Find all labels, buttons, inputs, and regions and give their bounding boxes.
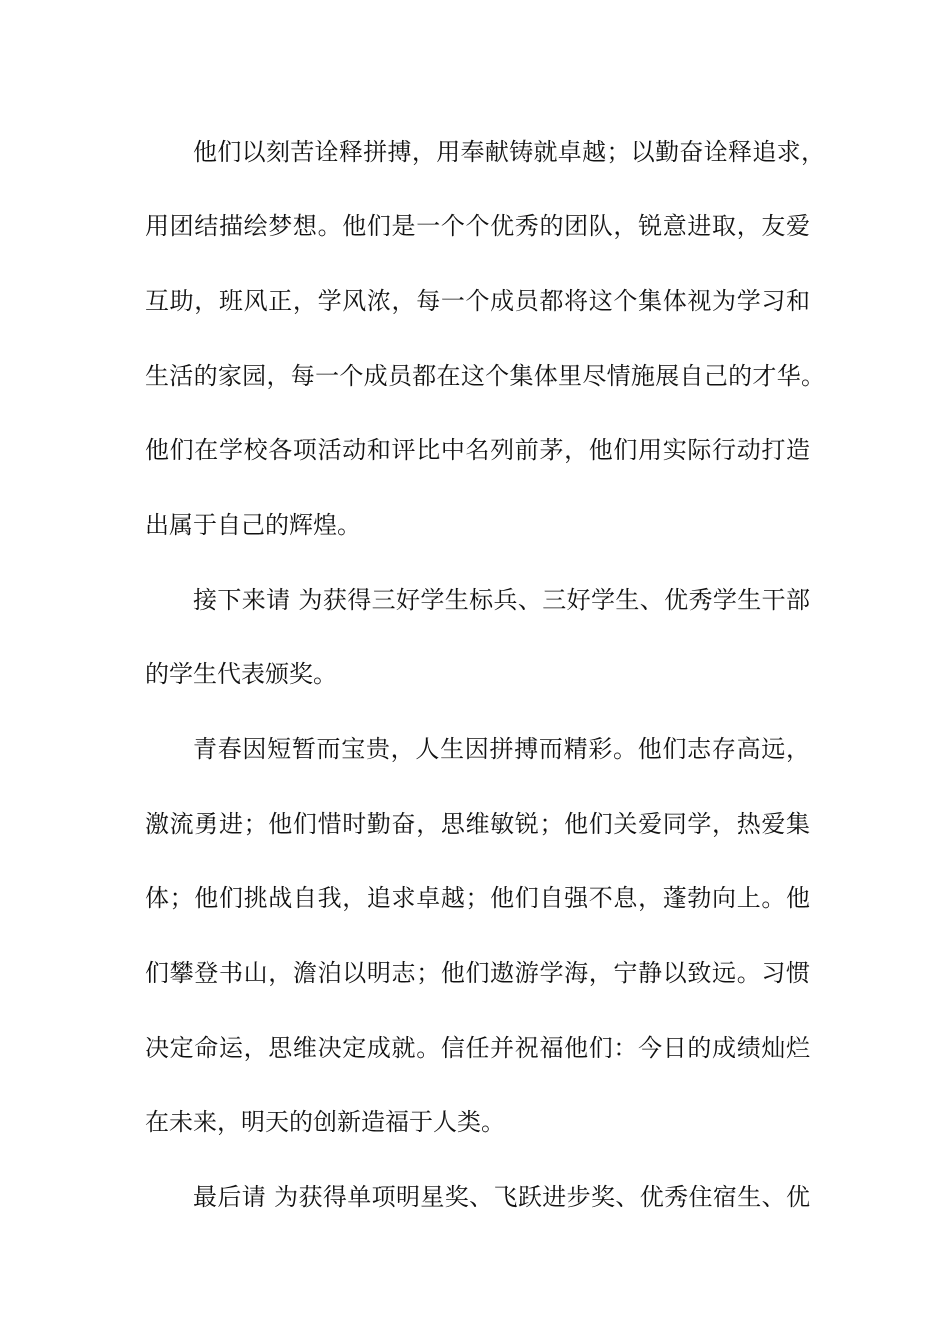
paragraph-1-line-1: 他们以刻苦诠释拼搏，用奉献铸就卓越；以勤奋诠释追求， xyxy=(193,138,825,166)
paragraph-3-line-6: 在未来，明天的创新造福于人类。 xyxy=(145,1108,505,1136)
paragraph-1-line-5: 他们在学校各项活动和评比中名列前茅，他们用实际行动打造 xyxy=(145,436,810,464)
paragraph-1-line-6: 出属于自己的辉煌。 xyxy=(145,511,361,539)
paragraph-1-line-4: 生活的家园，每一个成员都在这个集体里尽情施展自己的才华。 xyxy=(145,362,825,390)
paragraph-3-line-5: 决定命运，思维决定成就。信任并祝福他们：今日的成绩灿烂 xyxy=(145,1034,810,1062)
paragraph-3-line-3: 体；他们挑战自我，追求卓越；他们自强不息，蓬勃向上。他 xyxy=(145,884,810,912)
paragraph-2-line-1: 接下来请 为获得三好学生标兵、三好学生、优秀学生干部 xyxy=(193,586,810,614)
paragraph-1-line-3: 互助，班风正，学风浓，每一个成员都将这个集体视为学习和 xyxy=(145,287,810,315)
paragraph-2-line-2: 的学生代表颁奖。 xyxy=(145,660,337,688)
paragraph-3-line-4: 们攀登书山，澹泊以明志；他们遨游学海，宁静以致远。习惯 xyxy=(145,959,810,987)
paragraph-4-line-1: 最后请 为获得单项明星奖、飞跃进步奖、优秀住宿生、优 xyxy=(193,1183,810,1211)
paragraph-3-line-2: 激流勇进；他们惜时勤奋，思维敏锐；他们关爱同学，热爱集 xyxy=(145,810,810,838)
paragraph-1-line-2: 用团结描绘梦想。他们是一个个优秀的团队，锐意进取，友爱 xyxy=(145,212,810,240)
paragraph-3-line-1: 青春因短暂而宝贵，人生因拼搏而精彩。他们志存高远， xyxy=(193,735,810,763)
